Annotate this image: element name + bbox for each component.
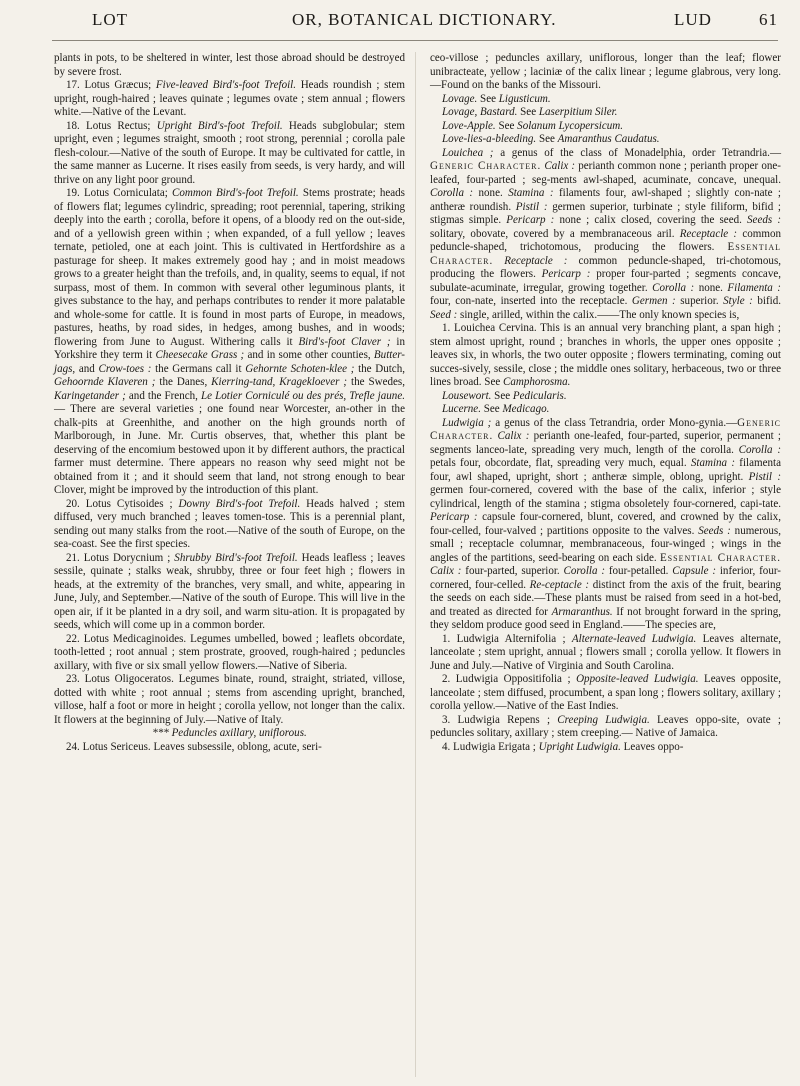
dictionary-entry-lucerne [430,403,781,417]
text-run: Heads halved ; stem diffused, very much branched ; leaves tomen-tose. This is a perennial plant, sending out many stalks from the root.—Native of the south of Europe, on the sea-coast. See the first species. [54,497,405,550]
header-left-guide-word: LOT [92,10,129,29]
italic-run: Crow-toes : [98,362,152,375]
text-run: common peduncle-shaped, tri-chotomous, producing the flowers. [430,254,782,280]
text-run: proper four-parted ; segments concave, subulate-acuminate, irregular, growing together. [430,268,782,294]
text-run: single, arilled, within the calix.——The only known species is, [457,308,740,321]
text-run: — There are several varieties ; one found near Worcester, an-other in the chalk-pits at Greenhithe, and another on the high grounds north of Marlborough, in June. Mr. Curtis observes, that, whether this plant be deserving of the encomium bestowed upon it by different authors, the practical farmer must determine. There appears no reason why seed might not be obtained from it ; and it should seem that land, not strong enough to bear Clover, might be improved by the introduction of this plant. [54,403,405,496]
italic-run: Calix : [544,160,576,172]
italic-run: Re-ceptacle : [529,578,590,591]
italic-run: Creeping Ludwigia. [557,713,650,726]
dictionary-entry-lovage-bastard [430,106,781,120]
small-caps-run: Generic Character. [430,416,782,442]
dictionary-entry-cont [430,52,781,93]
text-run: *** [152,727,172,739]
text-run: four-parted, superior. [461,565,564,577]
italic-run: Lovage, Bastard. [442,106,518,118]
italic-run: Armaranthus. [551,605,613,618]
italic-run: Seed : [430,308,458,321]
italic-run: Amaranthus Caudatus. [557,133,660,145]
italic-run: Germen : [631,295,676,307]
italic-run: Pistil : [515,200,548,213]
right-text-column [430,52,781,754]
text-run: See [517,106,539,118]
text-run: perianth common none ; perianth proper one-leafed, four-parted ; seg-ments awl-shaped, acuminate, concave, unequal. [430,160,781,186]
italic-run: Corolla : [738,443,781,456]
text-run: Heads leafless ; leaves sessile, quinate ; stalks weak, shrubby, three or four feet high ; flowers in heads, at the extremity of the branches, very small, and white, appearing in June, July, and September.—Native of the south of Europe. This will live in the open air, if it be planted in a dry soil, and warm situ-ation. It is propagated by seeds, which will come up in a common border. [54,551,406,631]
italic-run: Gehornte Schoten-klee ; [245,362,355,375]
italic-run: Corolla : [563,565,606,577]
text-run: 20. Lotus Cytisoides ; [66,497,179,510]
dictionary-entry-e18 [54,120,405,188]
text-run: 22. Lotus Medicaginoides. Legumes umbelled, bowed ; leaflets obcordate, tooth-letted ; root annual ; stem prostrate, grooved, rough-haired ; peduncles axillary, with five or six small yellow flowers.—Native of Siberia. [54,632,405,672]
text-run: 18. Lotus Rectus; [66,119,157,132]
text-run: a genus of the class Tetrandria, order Mono-gynia.— [491,416,738,429]
dictionary-entry-sub [54,727,405,741]
text-run: If not brought forward in the spring, they seldom produce good seed in England.——The species are, [430,605,782,631]
italic-run: Common Bird's-foot Trefoil. [171,187,299,199]
text-run: Leaves oppo- [620,740,684,753]
italic-run: Receptacle : [679,227,738,240]
text-run: a genus of the class of Monadelphia, order Tetrandria.— [493,146,781,159]
text-run: the Germans call it [151,362,246,375]
small-caps-run: Essential Character. [430,241,781,267]
italic-run: Capsule : [672,565,717,577]
text-run: See [495,119,518,132]
italic-run: Karingetander ; [54,389,126,402]
small-caps-run: Generic Character. [430,160,542,172]
italic-run: Pericarp : [541,268,591,280]
text-run: 21. Lotus Dorycnium ; [66,551,175,564]
italic-run: Corolla : [652,281,695,294]
text-run: 2. Ludwigia Oppositifolia ; [442,673,577,685]
text-run: common peduncle-shaped, trichotomous, producing the flowers. [430,227,782,253]
page-number: 61 [759,10,778,29]
text-run: See [491,389,513,402]
dictionary-entry-louichea1 [430,322,781,390]
text-run: Stems prostrate; heads of flowers flat; legumes cylindric, spreading; root perennial, tapering, striking deeply into the earth ; corolla, before it opens, of a bloody red on the out-side, and of a yellowish green within ; when expanded, of a full yellow ; leaves ternate, petioled, one at each joint. This is cultivated in Hertfordshire as a pasturage for sheep. It makes extremely good hay ; and in moist meadows grows to a greater height than the trefoils, and, in quality, seems to equal, if not surpass, most of them. In common with several other leguminous plants, it gives substance to the hay, and perhaps contributes to render it more palatable and whole-some for cattle. It is found in most parts of Europe, in meadows, pastures, heaths, by road sides, in hedges, among bushes, and in woods; flowering from June to August. Withering calls it [54,187,405,348]
text-run: and [75,362,99,375]
header-right-guide-word: LUD [674,10,712,29]
italic-run: Stamina : [508,187,554,199]
dictionary-entry-lovage [430,93,781,107]
italic-run: Receptacle : [504,254,568,267]
dictionary-entry-love-apple [430,120,781,134]
text-run: 3. Ludwigia Repens ; [442,713,558,726]
italic-run: Alternate-leaved Ludwigia. [571,632,697,645]
dictionary-entry-lud2 [430,673,781,714]
italic-run: Lovage. [442,92,478,105]
italic-run: Upright Bird's-foot Trefoil. [156,119,283,132]
text-run: See [480,403,503,415]
text-run: 19. Lotus Corniculata; [66,187,172,199]
running-header [52,4,778,38]
italic-run: Gehoornde Klaveren ; [54,376,156,388]
italic-run: Seeds : [747,214,782,226]
text-run: the Swedes, [347,376,405,388]
text-run: See [536,133,558,145]
text-run: germen four-cornered, covered with the base of the calix, inferior ; style cylindrical, length of the stamina ; stigma obsoletely four-cornered, capi-tate. [430,484,781,510]
dictionary-entry-e24 [54,741,405,755]
text-run: 4. Ludwigia Erigata ; [442,740,539,753]
italic-run: Seeds : [698,524,731,537]
text-run: Heads roundish ; stem upright, rough-haired ; leaves quinate ; legumes ovate ; stem annual ; flowers white.—Native of the Levant. [54,79,405,118]
text-run: Leaves opposite, lanceolate ; stem diffused, procumbent, a span long ; flowers solitary, axillary ; corolla yellow.—Native of the East Indies. [430,673,781,712]
text-run: perianth one-leafed, four-parted, superior, permanent ; segments lanceo-late, spreading very much, length of the corolla. [430,430,781,456]
text-run: the Danes, [155,376,212,388]
italic-run: Lucerne. [442,403,481,415]
dictionary-entry-e20 [54,498,405,552]
text-run: 1. Louichea Cervina. This is an annual very branching plant, a span high ; stem almost upright, round ; branches in whorls, the upper ones opposite ; leaves six, in whorls, the two outer opposite ; flowers terminating, coming out succes-sively, sessile, close ; the middle ones solitary, herbaceous, two or three lines broad. See [430,322,781,388]
text-run: none ; calix closed, covering the seed. [554,214,748,226]
text-run: Heads subglobular; stem upright, even ; legumes straight, smooth ; root strong, perennial ; corolla pale flesh-colour.—Native of the south of Europe. It may be cultivated for cattle, in the same manner as Lucerne. It rises easily from seeds, is very hardy, and will thrive on any light poor ground. [54,119,405,186]
text-run: filamenta four, awl shaped, upright, short ; antheræ simple, oblong, upright. [430,457,781,483]
italic-run: Solanum Lycopersicum. [517,119,624,132]
text-run: none. [473,187,509,199]
text-run: solitary, obovate, covered by a membranaceous aril. [430,227,680,240]
text-run: and the French, [125,389,201,402]
italic-run: Pericarp : [506,214,555,226]
text-run: four-petalled. [605,565,673,577]
italic-run: Ludwigia ; [442,416,492,429]
italic-run: Lousewort. [442,389,492,402]
italic-run: Peduncles axillary, uniflorous. [171,727,307,739]
text-run: inferior, four-cornered, four-celled. [430,565,781,591]
dictionary-entry-e21 [54,552,405,633]
italic-run: Louichea ; [442,146,494,159]
header-rule [52,40,778,41]
italic-run: Kierring-tand, Kragekloever ; [211,376,348,388]
text-run: superior. [675,295,724,307]
italic-run: Cheesecake Grass ; [155,349,245,361]
dictionary-entry-lud4 [430,741,781,755]
italic-run: Pistil : [748,470,781,483]
text-run: See [477,92,499,105]
text-run: ceo-villose ; peduncles axillary, uniflorous, longer than the leaf; flower unibracteate, yellow ; laciniæ of the calix linear ; legume glabrous, very long.—Found on the banks of the Missouri. [430,52,781,91]
italic-run: Style : [723,295,753,307]
text-run: Leaves alternate, lanceolate ; stem upright, annual ; flowers small ; corolla yellow. It flowers in June and July.—Native of Virginia and South Carolina. [430,632,781,672]
dictionary-entry-e22 [54,633,405,674]
italic-run: Ligusticum. [498,92,551,105]
dictionary-entry-e19 [54,187,405,498]
dictionary-entry-lonicera [430,147,781,323]
italic-run: Filamenta : [727,281,781,294]
text-run: capsule four-cornered, blunt, covered, and crowned by the calix, four-celled, four-valved ; partitions opposite to the valves. [430,511,782,537]
text-run: and in some other counties, [244,349,374,361]
italic-run: Butter-jags, [54,349,405,375]
dictionary-entry-lud1 [430,633,781,674]
text-run: 1. Ludwigia Alternifolia ; [442,632,572,645]
dictionary-entry-lousewort [430,390,781,404]
text-run [493,255,504,267]
italic-run: Le Lotier Corniculé ou des prés, Trefle jaune. [201,389,405,402]
text-run: in Yorkshire they term it [54,335,406,361]
italic-run: Calix : [497,430,530,442]
italic-run: Bird's-foot Claver ; [298,335,391,348]
text-run: distinct from the axis of the fruit, bearing the seeds on each side.—These plants must be raised from seed in a hot-bed, and treated as directed for [430,578,781,618]
italic-run: Shrubby Bird's-foot Trefoil. [174,551,298,564]
header-title: OR, BOTANICAL DICTIONARY. [292,10,557,29]
italic-run: Pericarp : [430,511,478,523]
italic-run: Five-leaved Bird's-foot Trefoil. [155,79,296,91]
text-run: filaments four, awl-shaped ; slightly con-nate ; antheræ roundish. [430,187,781,213]
dictionary-entry-love-lies [430,133,781,147]
text-run: germen superior, turbinate ; style filiform, bifid ; stigmas simple. [430,200,781,226]
italic-run: Laserpitium Siler. [538,106,618,118]
small-caps-run: Essential Character. [659,551,781,564]
italic-run: Camphorosma. [503,376,571,388]
italic-run: Opposite-leaved Ludwigia. [576,673,699,685]
italic-run: Stamina : [690,457,736,469]
italic-run: Calix : [430,565,462,577]
text-run: numerous, small ; receptacle columnar, membranaceous, four-winged ; wings in the angles of the partitions, seed-bearing on each side. [430,524,781,564]
italic-run: Upright Ludwigia. [538,740,621,753]
column-divider [415,52,416,1077]
text-run: 23. Lotus Oligoceratos. Legumes binate, round, straight, striated, villose, dotted with white ; root annual ; stems from ascending upright, branched, villose, half a foot or more in height ; corolla yellow, not longer than the calix. It flowers at the beginning of July.—Native of Italy. [54,673,405,726]
italic-run: Pedicularis. [512,389,567,402]
italic-run: Medicago. [502,403,550,415]
dictionary-entry-lud3 [430,714,781,741]
dictionary-entry-ludwigia [430,417,781,633]
dictionary-entry-e23 [54,673,405,727]
left-text-column [54,52,405,754]
dictionary-entry-intro: plants in pots, to be sheltered in winter, lest those abroad should be destroyed by severe frost. [54,52,405,78]
italic-run: Corolla : [430,187,474,199]
text-run: none. [694,281,728,294]
text-run: 24. Lotus Sericeus. Leaves subsessile, oblong, acute, seri- [66,740,322,753]
italic-run: Downy Bird's-foot Trefoil. [178,497,301,510]
dictionary-entry-e17 [54,79,405,120]
italic-run: Love-lies-a-bleeding. [442,133,537,145]
text-run: petals four, obcordate, flat, spreading very much, equal. [430,457,691,469]
text-run: bifid. [752,295,782,307]
text-run: the Dutch, [354,362,405,375]
text-run: four, con-nate, inserted into the receptacle. [430,295,632,307]
italic-run: Love-Apple. [442,119,496,132]
text-run: 17. Lotus Græcus; [66,79,156,91]
text-run: Leaves oppo-site, ovate ; peduncles solitary, axillary ; stem creeping.— Native of Jamaica. [430,713,781,739]
